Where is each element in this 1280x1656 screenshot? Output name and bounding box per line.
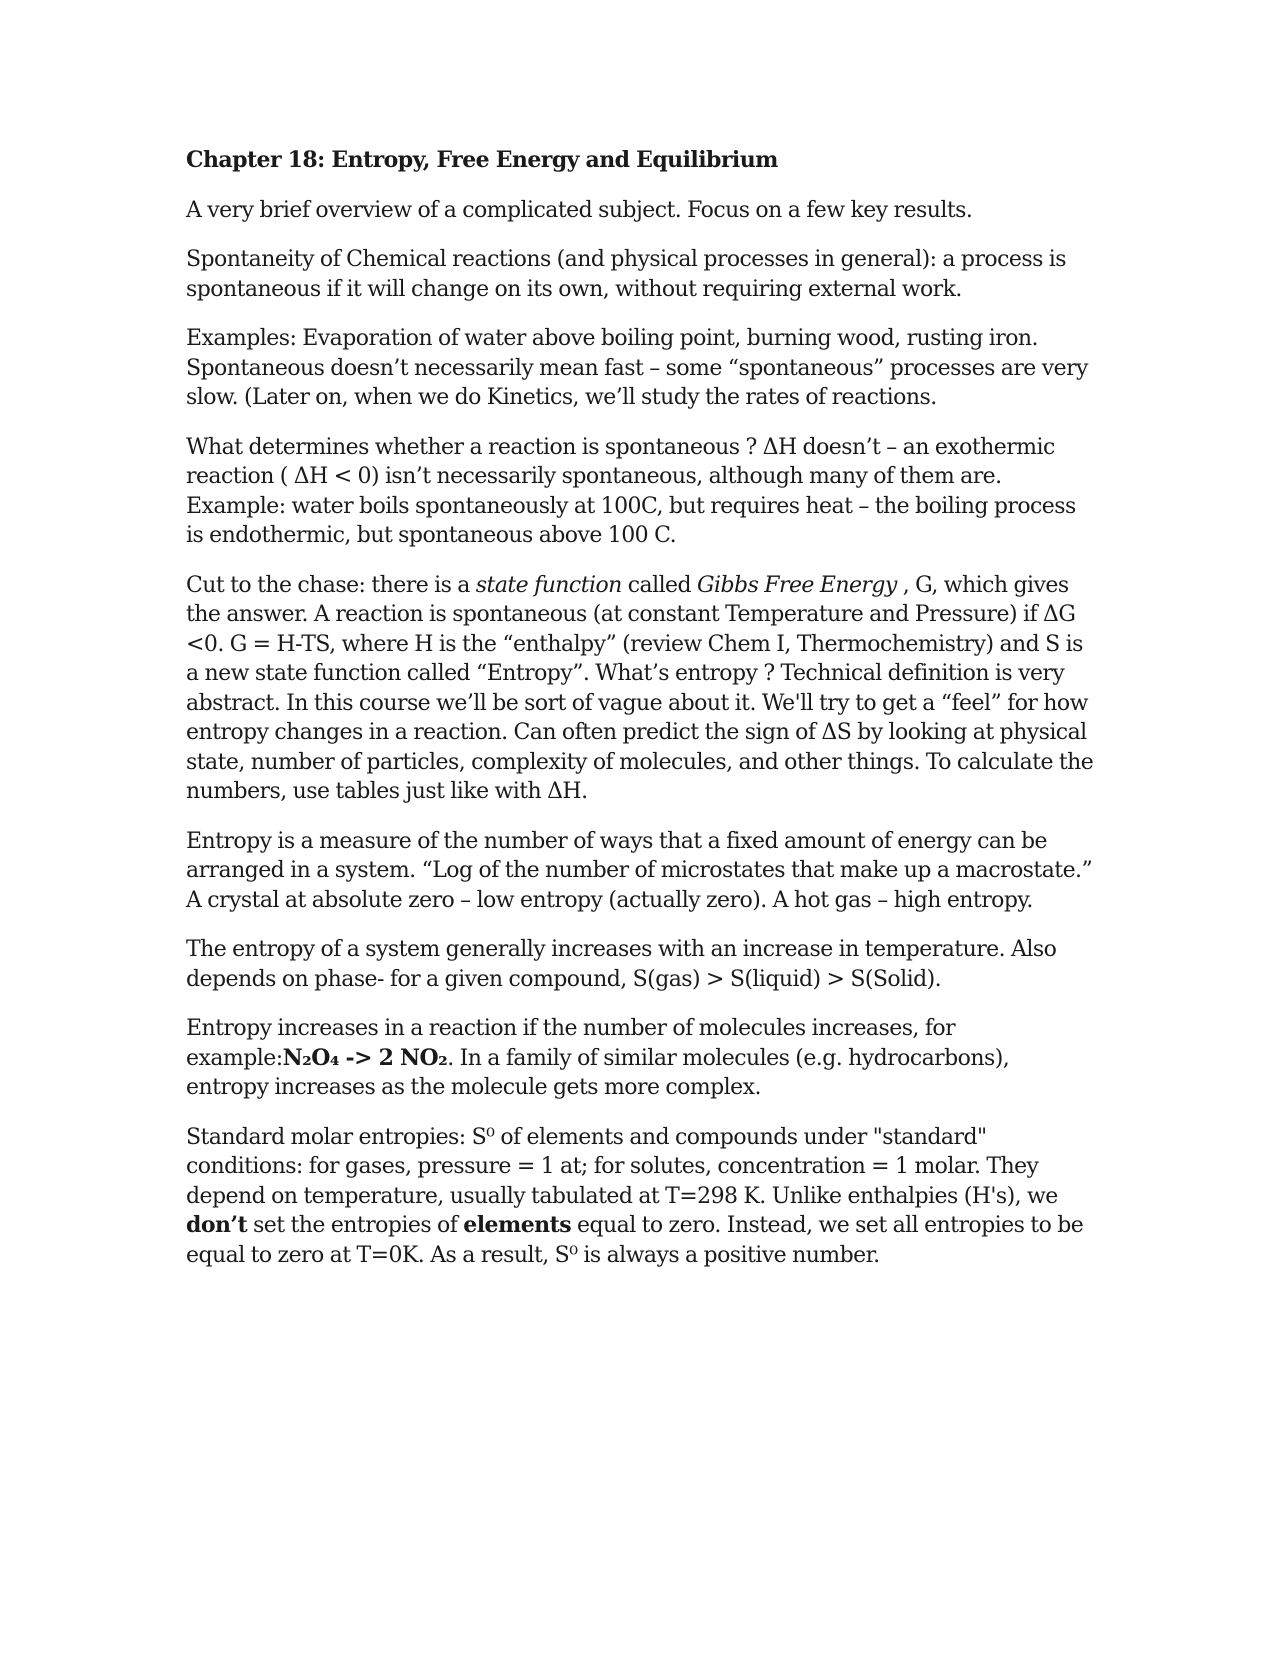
- gibbs-free-energy-term: Gibbs Free Energy: [697, 572, 897, 598]
- standard-text-e: equal to zero. Instead, we set all entropies to be equal to zero at T=0K. As a result, S⁰ is always a positive number.: [186, 1213, 1084, 1268]
- elements-emphasis: elements: [463, 1212, 572, 1238]
- molecules-text-a: Entropy increases in a reaction if the number of molecules increases, for example:: [186, 1016, 956, 1071]
- gibbs-text-c: called: [621, 572, 697, 598]
- paragraph-spontaneity: Spontaneity of Chemical reactions (and physical processes in general): a process is spontaneous if it will change on its own, without requiring external work.: [186, 247, 1067, 302]
- molecules-text-c: . In a family of similar molecules (e.g. hydrocarbons), entropy increases as the molecule gets more complex.: [186, 1045, 1010, 1100]
- paragraph-overview: A very brief overview of a complicated subject. Focus on a few key results.: [186, 197, 973, 223]
- state-function-term: state function: [475, 572, 622, 598]
- gibbs-text-e: , G, which gives the answer. A reaction is spontaneous (at constant Temperature and Pressure) if ΔG <0. G = H-TS, where H is the “enthalpy” (review Chem I, Thermochemistry) and S is a new state function called “Entropy”. What’s entropy ? Technical definition is very abstract. In this course we’ll be sort of vague about it. We'll try to get a “feel” for how entropy changes in a reaction. Can often predict the sign of ΔS by looking at physical state, number of particles, complexity of molecules, and other things. To calculate the numbers, use tables just like with ΔH.: [186, 572, 1094, 804]
- paragraph-standard-molar: [186, 1123, 1096, 1271]
- dont-emphasis: don’t: [186, 1212, 248, 1238]
- paragraph-examples: Examples: Evaporation of water above boiling point, burning wood, rusting iron. Spontaneous doesn’t necessarily mean fast – some “spontaneous” processes are very slow. (Later on, when we do Kinetics, we’ll study the rates of reactions.: [186, 326, 1088, 410]
- document-page: [186, 146, 1096, 1290]
- paragraph-gibbs: [186, 571, 1096, 807]
- paragraph-what-determines: What determines whether a reaction is spontaneous ? ΔH doesn’t – an exothermic reaction ( ΔH < 0) isn’t necessarily spontaneous, although many of them are. Example: water boils spontaneously at 100C, but requires heat – the boiling process is endothermic, but spontaneous above 100 C.: [186, 434, 1076, 548]
- standard-text-c: set the entropies of: [247, 1213, 464, 1238]
- standard-text-a: Standard molar entropies: S⁰ of elements and compounds under "standard" conditions: for gases, pressure = 1 at; for solutes, concentration = 1 molar. They depend on temperature, usually tabulated at T=298 K. Unlike enthalpies (H's), we: [186, 1124, 1058, 1209]
- gibbs-text-a: Cut to the chase: there is a: [186, 572, 476, 598]
- paragraph-entropy-molecules: [186, 1014, 1096, 1103]
- paragraph-entropy-temperature: The entropy of a system generally increases with an increase in temperature. Also depends on phase- for a given compound, S(gas) > S(liquid) > S(Solid).: [186, 937, 1057, 992]
- paragraph-entropy-measure: Entropy is a measure of the number of ways that a fixed amount of energy can be arranged in a system. “Log of the number of microstates that make up a macrostate.” A crystal at absolute zero – low entropy (actually zero). A hot gas – high entropy.: [186, 828, 1093, 913]
- page-title: Chapter 18: Entropy, Free Energy and Equilibrium: [186, 147, 778, 173]
- reaction-formula: N₂O₄ -> 2 NO₂: [282, 1044, 448, 1071]
